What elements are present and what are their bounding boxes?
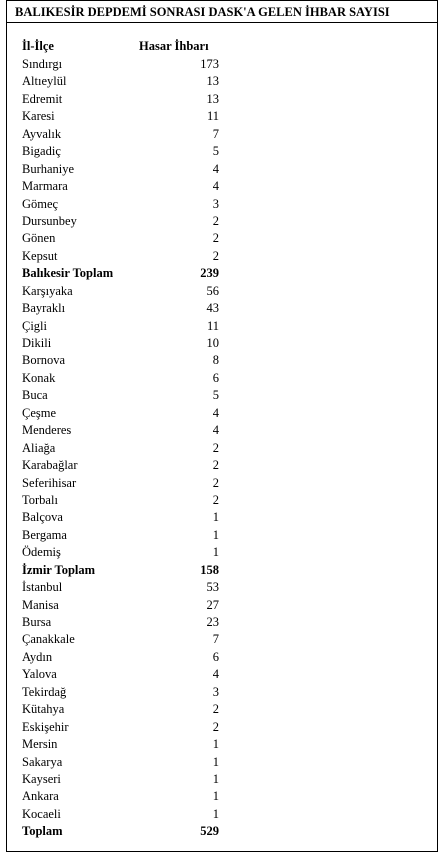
row-location: Ödemiş <box>22 545 61 560</box>
table-row <box>7 387 437 404</box>
row-report-count: 2 <box>212 492 219 507</box>
table-row <box>7 719 437 736</box>
row-location: Konak <box>22 370 56 385</box>
table-row <box>7 597 437 614</box>
row-location: Aydın <box>22 649 53 664</box>
row-report-count: 43 <box>206 301 219 316</box>
row-location: Seferihisar <box>22 475 77 490</box>
row-report-count: 6 <box>212 649 219 664</box>
document-frame <box>6 0 438 852</box>
row-location: Ankara <box>22 789 59 804</box>
table-row <box>7 509 437 526</box>
table-row <box>7 544 437 561</box>
row-location: Edremit <box>22 91 63 106</box>
row-location: Karesi <box>22 109 55 124</box>
table-row <box>7 370 437 387</box>
row-report-count: 2 <box>212 475 219 490</box>
row-report-count: 1 <box>212 545 219 560</box>
row-location: Burhaniye <box>22 161 75 176</box>
row-location: Toplam <box>22 824 63 839</box>
row-location: Çigli <box>22 318 48 333</box>
row-location: Gömeç <box>22 196 59 211</box>
row-location: Aliağa <box>22 440 56 455</box>
table-row <box>7 684 437 701</box>
row-location: Sındırgı <box>22 57 63 71</box>
table-row <box>7 701 437 718</box>
table-row <box>7 457 437 474</box>
row-report-count: 13 <box>206 74 219 89</box>
row-report-count: 11 <box>206 318 219 333</box>
row-report-count: 56 <box>206 283 219 298</box>
row-report-count: 5 <box>212 144 219 159</box>
row-location: İstanbul <box>22 580 63 595</box>
row-report-count: 53 <box>206 580 219 595</box>
row-location: Gönen <box>22 231 56 246</box>
table-row <box>7 230 437 247</box>
row-location: Karabağlar <box>22 458 78 473</box>
row-location: Bursa <box>22 615 52 629</box>
table-row <box>7 405 437 422</box>
data-table-body <box>7 56 437 841</box>
row-report-count: 4 <box>212 161 219 176</box>
table-row <box>7 666 437 683</box>
table-row <box>7 771 437 788</box>
table-row <box>7 143 437 160</box>
row-location: Bayraklı <box>22 301 66 316</box>
row-location: İzmir Toplam <box>22 562 96 577</box>
table-row <box>7 213 437 230</box>
row-report-count: 1 <box>212 806 219 821</box>
table-total-row <box>7 562 437 579</box>
row-report-count: 529 <box>200 824 219 839</box>
row-location: Marmara <box>22 179 68 194</box>
table-row <box>7 736 437 753</box>
row-report-count: 4 <box>212 423 219 438</box>
row-report-count: 13 <box>206 91 219 106</box>
table-row <box>7 422 437 439</box>
row-report-count: 4 <box>212 179 219 194</box>
row-report-count: 2 <box>212 702 219 717</box>
row-report-count: 27 <box>206 597 219 612</box>
table-row <box>7 335 437 352</box>
table-row <box>7 579 437 596</box>
table-row <box>7 196 437 213</box>
row-report-count: 2 <box>212 719 219 734</box>
row-location: Kayseri <box>22 771 61 786</box>
row-location: Menderes <box>22 423 72 438</box>
row-report-count: 2 <box>212 440 219 455</box>
row-report-count: 1 <box>212 510 219 525</box>
table-row <box>7 248 437 265</box>
row-report-count: 4 <box>212 405 219 420</box>
column-header-location: İl-İlçe <box>22 39 54 53</box>
table-row <box>7 614 437 631</box>
table-row <box>7 754 437 771</box>
row-location: Kütahya <box>22 702 65 717</box>
row-location: Mersin <box>22 737 58 752</box>
table-row <box>7 178 437 195</box>
row-report-count: 11 <box>206 109 219 124</box>
table-row <box>7 527 437 544</box>
row-report-count: 1 <box>212 771 219 786</box>
row-report-count: 1 <box>212 789 219 804</box>
row-report-count: 7 <box>212 126 219 141</box>
row-location: Buca <box>22 388 48 403</box>
row-report-count: 2 <box>212 458 219 473</box>
row-location: Çeşme <box>22 405 57 420</box>
row-report-count: 158 <box>200 562 219 577</box>
table-row <box>7 161 437 178</box>
row-location: Balçova <box>22 510 63 525</box>
table-row <box>7 440 437 457</box>
table-row <box>7 318 437 335</box>
table-total-row <box>7 823 437 840</box>
row-location: Torbalı <box>22 492 58 507</box>
row-report-count: 2 <box>212 248 219 263</box>
row-location: Tekirdağ <box>22 684 67 699</box>
column-header-reports: Hasar İhbarı <box>139 39 209 53</box>
table-row <box>7 475 437 492</box>
row-location: Kocaeli <box>22 806 61 821</box>
row-report-count: 3 <box>212 196 219 211</box>
table-total-row <box>7 265 437 282</box>
table-row <box>7 492 437 509</box>
row-report-count: 6 <box>212 370 219 385</box>
row-location: Bornova <box>22 353 66 368</box>
row-location: Manisa <box>22 597 59 612</box>
table-row <box>7 126 437 143</box>
row-location: Eskişehir <box>22 719 69 734</box>
table-row <box>7 56 437 73</box>
row-location: Çanakkale <box>22 632 75 647</box>
row-report-count: 1 <box>212 737 219 752</box>
row-location: Karşıyaka <box>22 283 73 298</box>
row-report-count: 8 <box>212 353 219 368</box>
row-report-count: 1 <box>212 527 219 542</box>
table-row <box>7 300 437 317</box>
table-row <box>7 352 437 369</box>
row-report-count: 7 <box>212 632 219 647</box>
table-row <box>7 91 437 108</box>
row-report-count: 3 <box>212 684 219 699</box>
row-report-count: 1 <box>212 754 219 769</box>
row-location: Yalova <box>22 667 57 682</box>
row-location: Bergama <box>22 527 67 542</box>
row-location: Bigadiç <box>22 144 61 159</box>
table-row <box>7 806 437 823</box>
row-report-count: 173 <box>200 57 219 71</box>
row-report-count: 10 <box>206 336 219 350</box>
table-row <box>7 73 437 90</box>
table-row <box>7 649 437 666</box>
row-location: Sakarya <box>22 754 63 769</box>
table-row <box>7 788 437 805</box>
table-row <box>7 108 437 125</box>
row-location: Dikili <box>22 336 52 350</box>
row-location: Altıeylül <box>22 74 67 89</box>
row-report-count: 23 <box>206 615 219 629</box>
row-report-count: 4 <box>212 667 219 682</box>
table-row <box>7 283 437 300</box>
row-location: Dursunbey <box>22 213 77 228</box>
row-report-count: 5 <box>212 388 219 403</box>
row-location: Balıkesir Toplam <box>22 266 114 281</box>
document-title: BALIKESİR DEPDEMİ SONRASI DASK'A GELEN İHBAR SAYISI <box>7 1 437 23</box>
table-row <box>7 631 437 648</box>
row-location: Ayvalık <box>22 126 62 141</box>
row-report-count: 2 <box>212 231 219 246</box>
row-report-count: 239 <box>200 266 219 281</box>
row-location: Kepsut <box>22 248 58 263</box>
row-report-count: 2 <box>212 213 219 228</box>
